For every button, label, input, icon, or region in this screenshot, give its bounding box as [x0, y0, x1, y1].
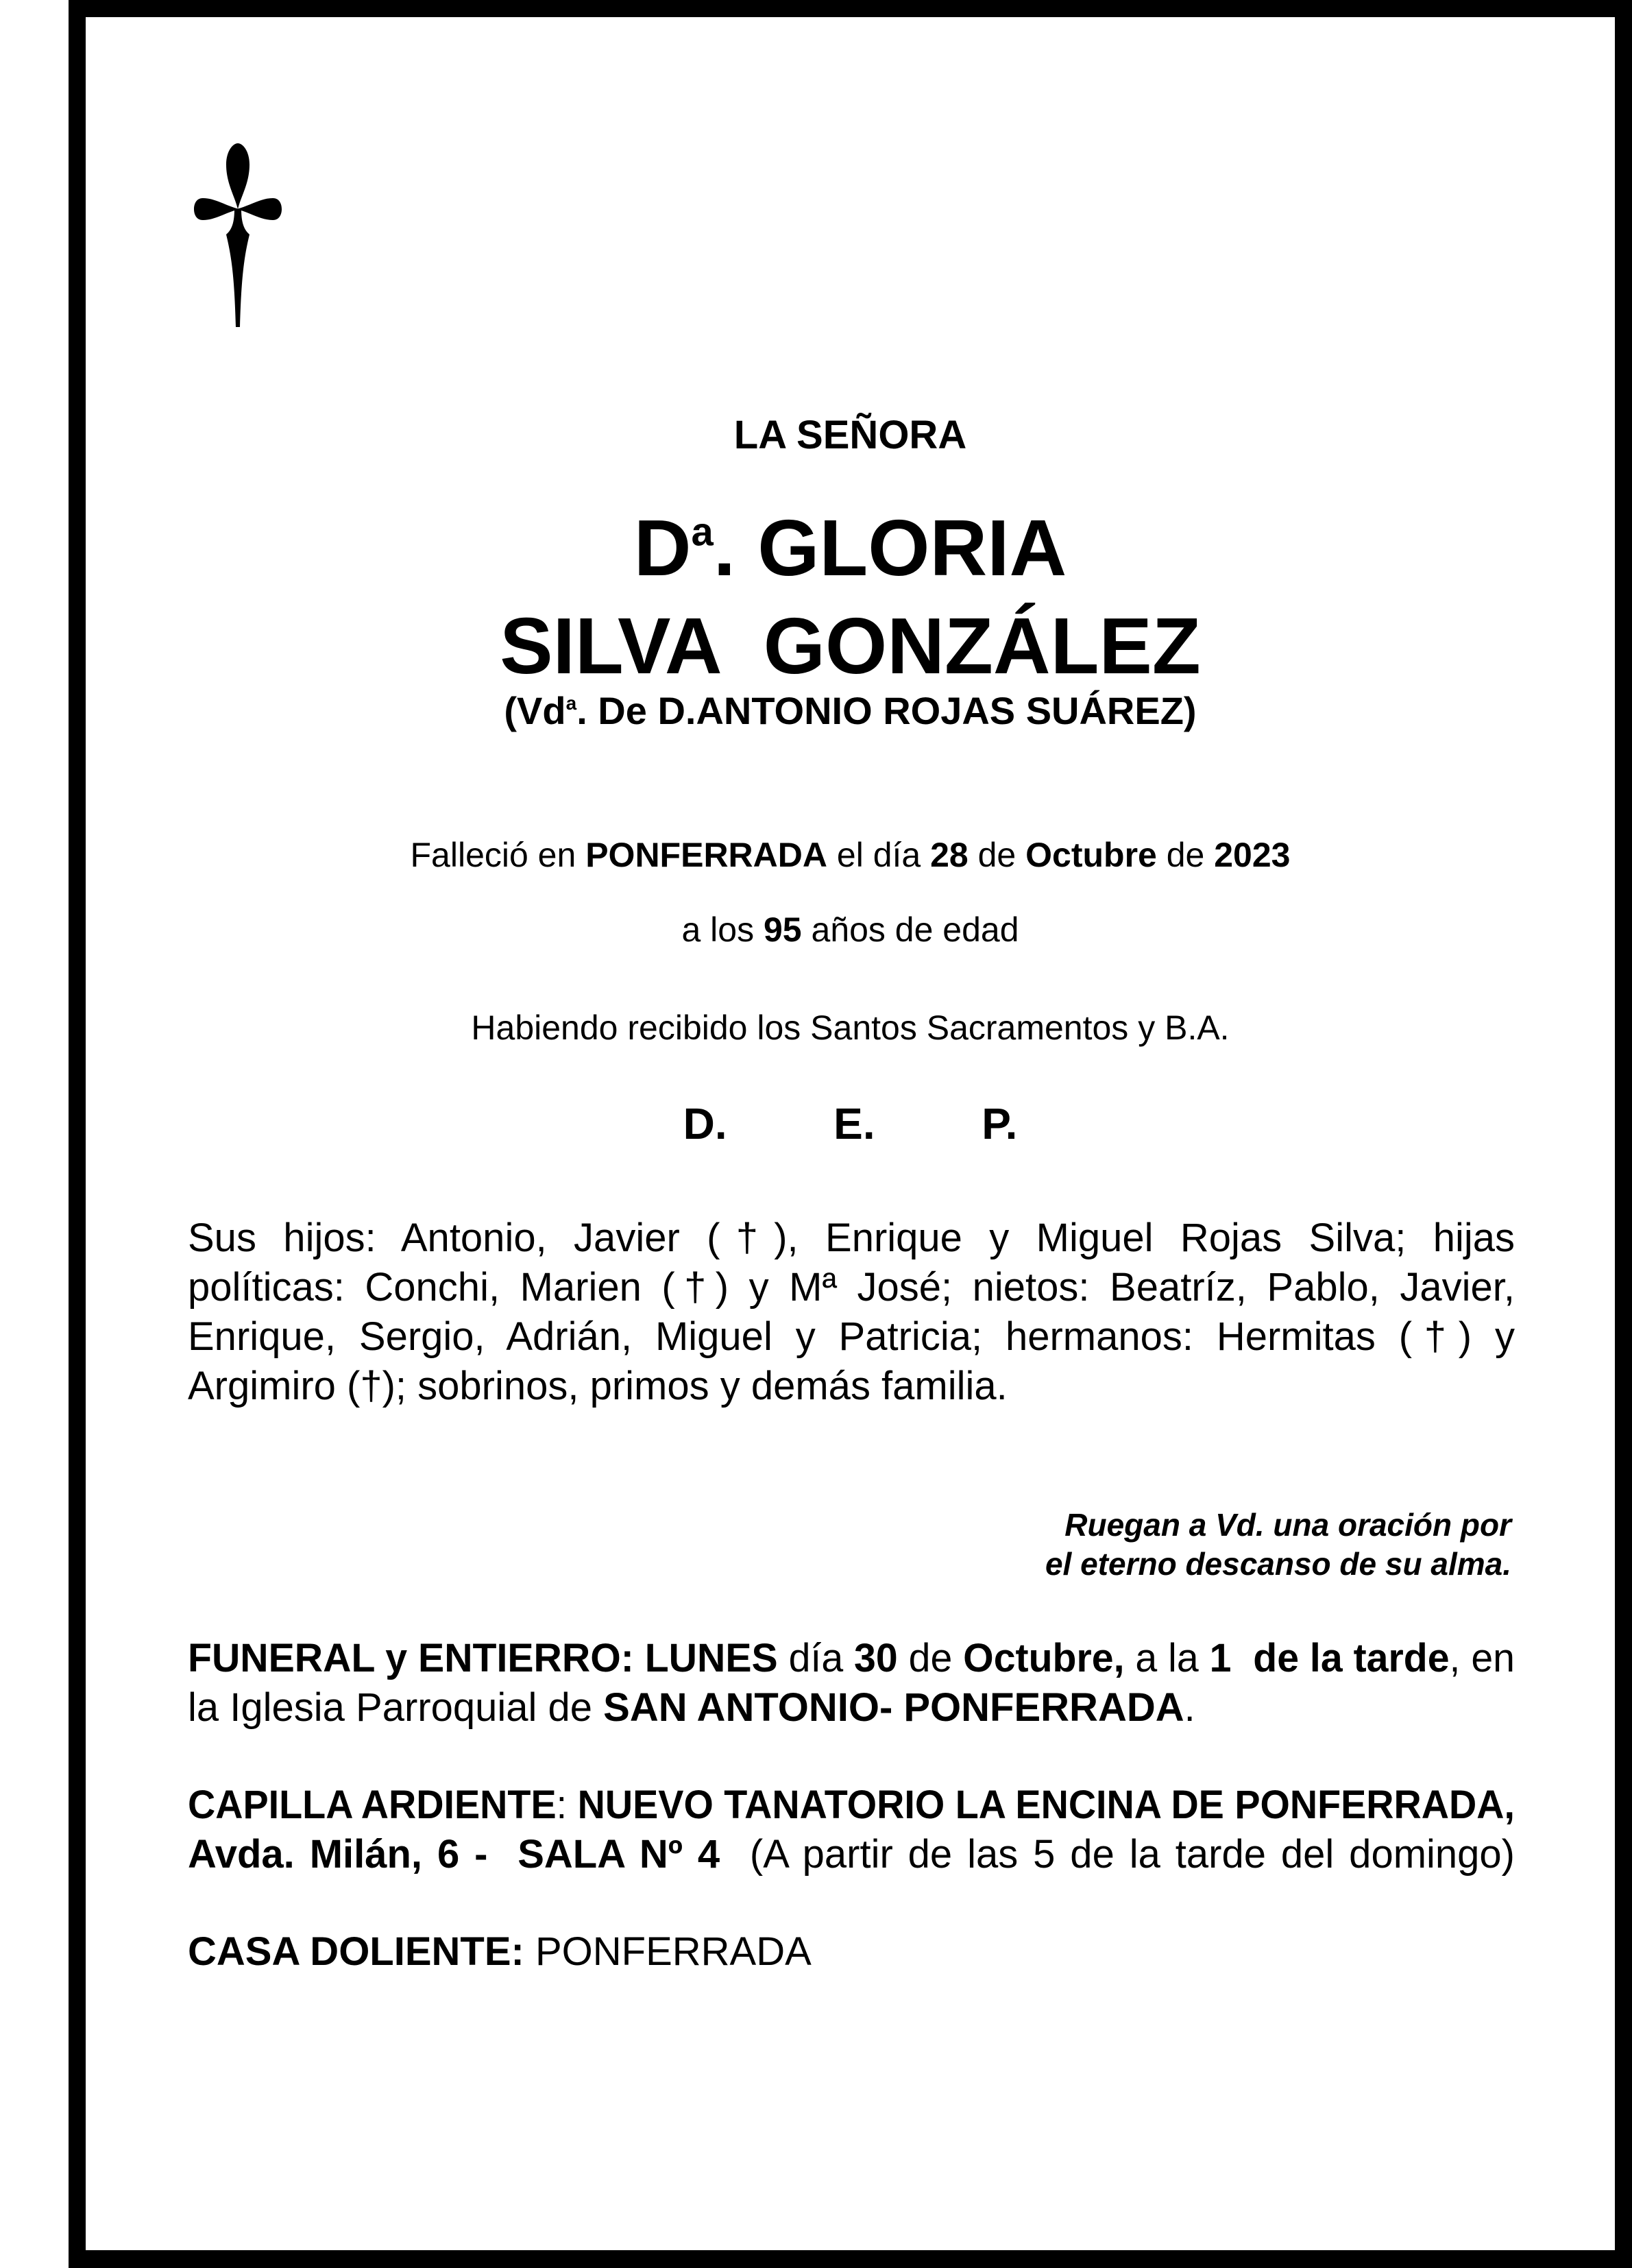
death-day: 28 [930, 836, 969, 874]
family-line: Enrique, Sergio, Adrián, Miguel y Patricia; hermanos: Hermitas (†) y [188, 1314, 1515, 1359]
death-text: el día [827, 836, 931, 874]
first-name: . GLORIA [713, 503, 1067, 592]
widow-rest: . De D.ANTONIO ROJAS SUÁREZ) [576, 689, 1197, 732]
chapel-address: Avda. Milán, 6 - SALA Nº 4 [188, 1832, 720, 1877]
family-paragraph [188, 1214, 1515, 1411]
death-text: de [968, 836, 1026, 874]
age-text: a los [681, 910, 764, 949]
age-years: 95 [763, 910, 802, 949]
santiago-cross-icon [193, 141, 282, 333]
deceased-name-line2: SILVA GONZÁLEZ [500, 601, 1201, 690]
death-month: Octubre [1025, 836, 1157, 874]
chapel-colon: : [556, 1783, 568, 1827]
funeral-month: Octubre, [963, 1636, 1125, 1680]
chapel-label: CAPILLA ARDIENTE [188, 1783, 557, 1827]
age-info [86, 910, 1615, 950]
home-value: PONFERRADA [535, 1929, 812, 1974]
death-text: de [1156, 836, 1215, 874]
funeral-text: , en [1449, 1636, 1515, 1680]
chapel-place: NUEVO TANATORIO LA ENCINA DE PONFERRADA, [577, 1783, 1515, 1827]
prayer-line: el eterno descanso de su alma. [1045, 1546, 1511, 1582]
chapel-line-2 [188, 1830, 1515, 1879]
age-text: años de edad [801, 910, 1019, 949]
heading: LA SEÑORA [733, 413, 967, 457]
home-line [188, 1927, 1515, 1977]
title-prefix: D [633, 503, 692, 592]
sacraments: Habiendo recibido los Santos Sacramentos y B.A. [471, 1009, 1230, 1047]
funeral-text: la Iglesia Parroquial de [188, 1685, 604, 1730]
funeral-info [188, 1634, 1515, 1733]
funeral-label: FUNERAL y ENTIERRO: LUNES [188, 1636, 778, 1680]
family-line: Sus hijos: Antonio, Javier (†), Enrique y Miguel Rojas Silva; hijas [188, 1216, 1515, 1260]
funeral-line-1 [188, 1634, 1515, 1683]
home-info [188, 1927, 1515, 1977]
funeral-text: día [777, 1636, 855, 1680]
home-label: CASA DOLIENTE: [188, 1929, 524, 1974]
deceased-name-line1 [86, 503, 1615, 592]
death-year: 2023 [1214, 836, 1291, 874]
prayer-line: Ruegan a Vd. una oración por [1064, 1507, 1511, 1543]
funeral-hour: 1 de la tarde [1209, 1636, 1450, 1680]
chapel-info [188, 1781, 1515, 1879]
family-line: Argimiro (†); sobrinos, primos y demás familia. [188, 1364, 1008, 1408]
prayer-request [1045, 1506, 1511, 1584]
death-text: Falleció en [410, 836, 586, 874]
funeral-church: SAN ANTONIO- PONFERRADA [603, 1685, 1184, 1730]
funeral-text: a la [1124, 1636, 1210, 1680]
death-info [86, 835, 1615, 875]
family-line: políticas: Conchi, Marien (†) y Mª José; nietos: Beatríz, Pablo, Javier, [188, 1265, 1515, 1310]
widow-prefix: (Vd [504, 689, 566, 732]
death-place: PONFERRADA [585, 836, 827, 874]
funeral-text: . [1184, 1685, 1195, 1730]
funeral-day: 30 [854, 1636, 898, 1680]
widow-of [86, 688, 1615, 733]
dep: D. E. P. [683, 1099, 1018, 1148]
chapel-line-1 [188, 1781, 1515, 1830]
title-ordinal: a [691, 509, 714, 555]
widow-ordinal: a [565, 692, 577, 714]
funeral-text: de [897, 1636, 964, 1680]
chapel-schedule: (A partir de las 5 de la tarde del domingo) [749, 1832, 1515, 1877]
funeral-line-2 [188, 1683, 1515, 1733]
